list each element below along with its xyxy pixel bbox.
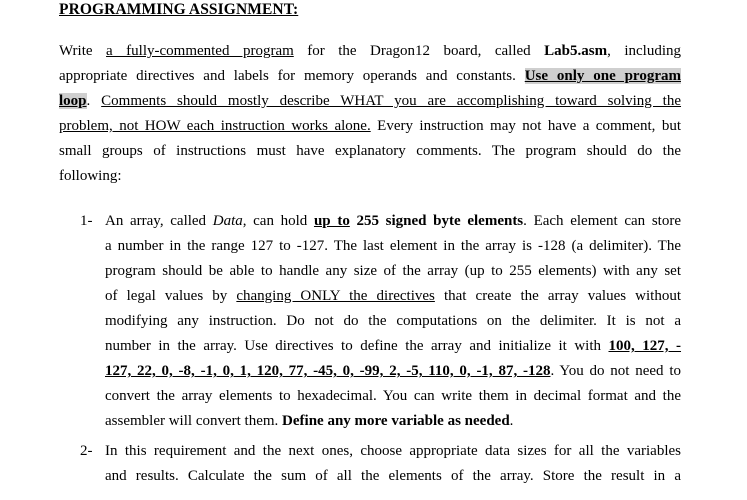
underlined-text: Comments should mostly describe WHAT you are accomplishing toward solving the bbox=[101, 93, 682, 109]
assignment-heading: PROGRAMMING ASSIGNMENT: bbox=[59, 1, 299, 18]
text: Every instruction may not have a comment, but bbox=[370, 118, 681, 134]
highlighted-text: Use only one program bbox=[524, 68, 681, 84]
text: , can hold bbox=[242, 213, 314, 229]
intro-line-1 bbox=[59, 41, 681, 61]
text: . Each element can store bbox=[523, 213, 681, 229]
bold-text: Define any more variable as needed bbox=[282, 413, 510, 429]
item1-line-9 bbox=[105, 411, 513, 431]
text: assembler will convert them. bbox=[105, 413, 283, 429]
item1-line-5: modifying any instruction. Do not do the computations on the delimiter. It is not a bbox=[105, 313, 681, 329]
highlighted-text: loop bbox=[59, 93, 87, 109]
text: for the Dragon12 board, called bbox=[293, 43, 545, 59]
text: appropriate directives and labels for memory operands and constants. bbox=[59, 68, 525, 84]
intro-line-5: small groups of instructions must have explanatory comments. The program should do the bbox=[59, 143, 681, 159]
intro-line-3 bbox=[59, 91, 681, 111]
text: . bbox=[509, 413, 514, 429]
item2-line-1: In this requirement and the next ones, choose appropriate data sizes for all the variables bbox=[105, 443, 681, 459]
text: Write bbox=[59, 43, 107, 59]
text: . You do not need to bbox=[550, 363, 681, 379]
array-values-text: 127, 22, 0, -8, -1, 0, 1, 120, 77, -45, 0, -99, 2, -5, 110, 0, -1, 87, -128 bbox=[105, 363, 551, 379]
array-values-text: 100, 127, - bbox=[608, 338, 682, 354]
italic-text: Data bbox=[212, 213, 243, 229]
text: . bbox=[86, 93, 102, 109]
item1-line-1 bbox=[105, 211, 681, 231]
list-item-number: 1- bbox=[80, 213, 93, 229]
item1-line-7 bbox=[105, 361, 681, 381]
text: that create the array values without bbox=[434, 288, 682, 304]
intro-line-4 bbox=[59, 116, 681, 136]
item1-line-6 bbox=[105, 336, 681, 356]
item1-line-2: a number in the range 127 to -127. The last element in the array is -128 (a delimiter). The bbox=[105, 238, 681, 254]
list-item-number: 2- bbox=[80, 443, 93, 459]
intro-line-2 bbox=[59, 66, 681, 86]
text: , including bbox=[607, 43, 681, 59]
item1-line-4 bbox=[105, 286, 681, 306]
item1-line-8: convert the array elements to hexadecimal. You can write them in decimal format and the bbox=[105, 388, 681, 404]
underlined-text: a fully-commented program bbox=[106, 43, 294, 59]
bold-text: 255 signed byte elements bbox=[349, 213, 524, 229]
intro-line-6: following: bbox=[59, 168, 122, 184]
item2-line-2: and results. Calculate the sum of all the elements of the array. Store the result in a bbox=[105, 468, 681, 484]
underlined-text: problem, not HOW each instruction works alone. bbox=[59, 118, 371, 134]
filename-text: Lab5.asm bbox=[544, 43, 608, 59]
underlined-text: up to bbox=[313, 213, 350, 229]
text: of legal values by bbox=[105, 288, 237, 304]
underlined-text: changing ONLY the directives bbox=[236, 288, 435, 304]
text: number in the array. Use directives to define the array and initialize it with bbox=[105, 338, 609, 354]
text: An array, called bbox=[105, 213, 213, 229]
item1-line-3: program should be able to handle any size of the array (up to 255 elements) with any set bbox=[105, 263, 681, 279]
